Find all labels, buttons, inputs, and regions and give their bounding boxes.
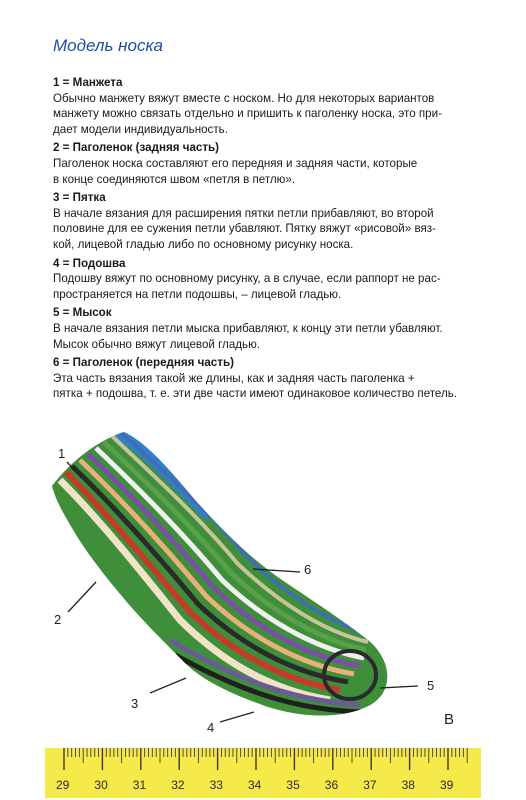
section-2 bbox=[53, 140, 473, 187]
sections-text bbox=[53, 72, 473, 402]
section-1 bbox=[53, 75, 473, 137]
ruler-label: 34 bbox=[248, 778, 262, 792]
section-line: половине для ее сужения петли убавляют. Пятку вяжут «рисовой» вяз- bbox=[53, 222, 436, 236]
sock-illustration bbox=[0, 420, 526, 750]
section-heading: 6 = Паголенок (передняя часть) bbox=[53, 356, 234, 370]
section-line: кой, лицевой гладью либо по основному рисунку носка. bbox=[53, 237, 354, 251]
section-line: Паголенок носка составляют его передняя и задняя части, которые bbox=[53, 156, 418, 170]
section-heading: 5 = Мысок bbox=[53, 306, 112, 320]
callout-label-1: 1 bbox=[58, 446, 66, 461]
section-heading: 3 = Пятка bbox=[53, 191, 106, 205]
section-line: манжету можно связать отдельно и пришить к паголенку носка, это при- bbox=[53, 107, 442, 121]
ruler-label: 33 bbox=[209, 778, 223, 792]
section-6 bbox=[53, 355, 473, 402]
ruler-label: 29 bbox=[56, 778, 70, 792]
section-heading: 1 = Манжета bbox=[53, 76, 123, 89]
section-line: Подошву вяжут по основному рисунку, а в случае, если раппорт не рас- bbox=[53, 272, 441, 286]
section-line: Эта часть вязания такой же длины, как и задняя часть паголенка + bbox=[53, 371, 415, 385]
section-5 bbox=[53, 305, 473, 352]
callout-line-4 bbox=[220, 712, 254, 722]
ruler-label: 38 bbox=[401, 778, 415, 792]
section-4 bbox=[53, 256, 473, 303]
section-heading: 4 = Подошва bbox=[53, 256, 126, 270]
section-line: в конце соединяются швом «петля в петлю». bbox=[53, 172, 296, 186]
callout-line-2 bbox=[68, 582, 96, 612]
ruler-label: 37 bbox=[363, 778, 377, 792]
section-line: Обычно манжету вяжут вместе с носком. Но для некоторых вариантов bbox=[53, 91, 435, 105]
callout-line-3 bbox=[150, 678, 186, 693]
ruler-label: 31 bbox=[132, 778, 147, 792]
ruler-label: 32 bbox=[171, 778, 185, 792]
ruler-label: 30 bbox=[94, 778, 108, 792]
ruler-ticks bbox=[45, 748, 481, 798]
ruler-label: 36 bbox=[324, 778, 339, 792]
callout-label-5: 5 bbox=[427, 678, 435, 693]
page-title: Модель носка bbox=[53, 36, 163, 55]
section-line: пятка + подошва, т. е. эти две части имеют одинаковое количество петель. bbox=[53, 387, 458, 401]
callout-label-6: 6 bbox=[304, 562, 312, 577]
measuring-ruler bbox=[45, 748, 481, 798]
callout-label-4: 4 bbox=[207, 720, 215, 735]
section-line: В начале вязания петли мыска прибавляют, к концу эти петли убавляют. bbox=[53, 321, 443, 335]
section-line: пространяется на петли подошвы, – лицевой гладью. bbox=[53, 287, 342, 301]
ruler-label: 39 bbox=[440, 778, 454, 792]
section-line: В начале вязания для расширения пятки петли прибавляют, во второй bbox=[53, 206, 434, 220]
ruler-label: 35 bbox=[286, 778, 300, 792]
section-line: дает модели индивидуальность. bbox=[53, 122, 228, 136]
callout-label-3: 3 bbox=[131, 696, 139, 711]
photo-letter: B bbox=[444, 711, 455, 728]
section-3 bbox=[53, 190, 473, 252]
callout-label-2: 2 bbox=[54, 612, 62, 627]
section-heading: 2 = Паголенок (задняя часть) bbox=[53, 141, 220, 155]
section-line: Мысок обычно вяжут лицевой гладью. bbox=[53, 337, 260, 351]
